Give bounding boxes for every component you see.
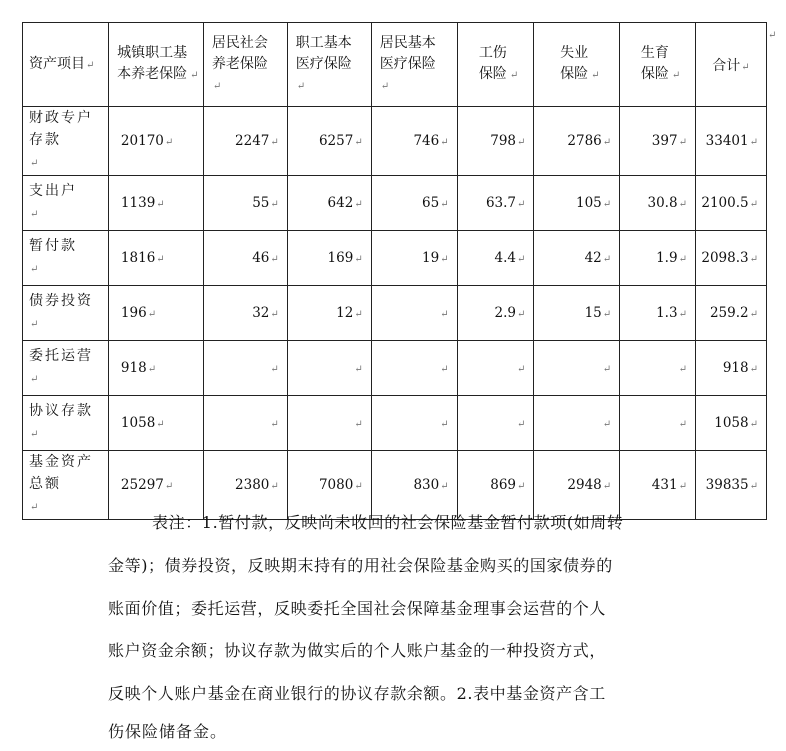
asset-table (22, 22, 767, 520)
table-cell: 39835↵ (695, 451, 766, 520)
header-asset-item: 资产项目↵ (23, 23, 109, 107)
table-cell: ↵ (371, 341, 457, 396)
note-line: 表注：1.暂付款，反映尚未收回的社会保险基金暂付款项(如周转 (152, 513, 624, 532)
table-cell: 1058↵ (108, 396, 203, 451)
table-cell: 2380↵ (203, 451, 287, 520)
table-cell: 25297↵ (108, 451, 203, 520)
table-cell: 63.7↵ (457, 176, 534, 231)
note-line: 金等)；债券投资，反映期末持有的用社会保险基金购买的国家债券的 (108, 556, 613, 575)
row-label: 财政专户存款↵ (23, 107, 109, 176)
table-cell: 397↵ (620, 107, 696, 176)
table-cell: 30.8↵ (620, 176, 696, 231)
table-cell: 15↵ (534, 286, 620, 341)
table-cell: 20170↵ (108, 107, 203, 176)
table-row (23, 286, 767, 341)
table-cell: 2247↵ (203, 107, 287, 176)
table-row (23, 396, 767, 451)
row-label: 协议存款↵ (23, 396, 109, 451)
table-cell: ↵ (620, 341, 696, 396)
header-resident-pension: 居民社会养老保险↵ (203, 23, 287, 107)
table-cell: 2098.3↵ (695, 231, 766, 286)
table-cell: ↵ (371, 286, 457, 341)
table-cell: 869↵ (457, 451, 534, 520)
table-row (23, 107, 767, 176)
table-cell: 2948↵ (534, 451, 620, 520)
header-unemployment-insurance: 失业保险 ↵ (534, 23, 620, 107)
table-cell: ↵ (620, 396, 696, 451)
table-cell: 830↵ (371, 451, 457, 520)
table-cell: 431↵ (620, 451, 696, 520)
table-cell: 6257↵ (287, 107, 371, 176)
table-cell: 1816↵ (108, 231, 203, 286)
table-cell: 42↵ (534, 231, 620, 286)
table-cell: 2.9↵ (457, 286, 534, 341)
header-total: 合计↵ (695, 23, 766, 107)
table-cell: 12↵ (287, 286, 371, 341)
table-header-row (23, 23, 767, 107)
table-cell: ↵ (534, 396, 620, 451)
note-line: 账面价值；委托运营，反映委托全国社会保障基金理事会运营的个人 (108, 599, 607, 618)
table-cell: 4.4↵ (457, 231, 534, 286)
row-end-mark: ↵ (768, 30, 777, 41)
table-cell: 259.2↵ (695, 286, 766, 341)
row-label: 委托运营↵ (23, 341, 109, 396)
note-line: 伤保险储备金。 (108, 722, 228, 741)
table-cell: 1139↵ (108, 176, 203, 231)
table-cell: ↵ (457, 396, 534, 451)
table-cell: 169↵ (287, 231, 371, 286)
row-label: 债券投资↵ (23, 286, 109, 341)
row-label: 支出户↵ (23, 176, 109, 231)
table-cell: 1.9↵ (620, 231, 696, 286)
table-cell: 105↵ (534, 176, 620, 231)
table-cell: 32↵ (203, 286, 287, 341)
header-resident-medical: 居民基本医疗保险↵ (371, 23, 457, 107)
table-cell: 196↵ (108, 286, 203, 341)
row-label: 基金资产总额↵ (23, 451, 109, 520)
table-cell: 1058↵ (695, 396, 766, 451)
table-row (23, 231, 767, 286)
table-cell: 1.3↵ (620, 286, 696, 341)
table-cell: 918↵ (695, 341, 766, 396)
header-injury-insurance: 工伤保险 ↵ (457, 23, 534, 107)
note-line: 反映个人账户基金在商业银行的协议存款余额。2.表中基金资产含工 (108, 684, 606, 703)
row-label: 暂付款↵ (23, 231, 109, 286)
table-cell: ↵ (457, 341, 534, 396)
table-cell: 746↵ (371, 107, 457, 176)
table-cell: 642↵ (287, 176, 371, 231)
table-cell: ↵ (287, 396, 371, 451)
table-cell: 46↵ (203, 231, 287, 286)
table-cell: 7080↵ (287, 451, 371, 520)
note-line: 账户资金余额；协议存款为做实后的个人账户基金的一种投资方式， (108, 641, 607, 660)
header-maternity-insurance: 生育保险 ↵ (620, 23, 696, 107)
table-cell: 33401↵ (695, 107, 766, 176)
table-cell: ↵ (203, 396, 287, 451)
table-cell: ↵ (371, 396, 457, 451)
table-row (23, 451, 767, 520)
table-cell: 19↵ (371, 231, 457, 286)
table-cell: ↵ (287, 341, 371, 396)
table-cell: 2786↵ (534, 107, 620, 176)
table-cell: 918↵ (108, 341, 203, 396)
table-cell: 798↵ (457, 107, 534, 176)
table-cell: 55↵ (203, 176, 287, 231)
header-employee-medical: 职工基本医疗保险↵ (287, 23, 371, 107)
table-row (23, 341, 767, 396)
header-urban-employee-pension: 城镇职工基本养老保险 ↵ (108, 23, 203, 107)
table-cell: 65↵ (371, 176, 457, 231)
table-cell: ↵ (203, 341, 287, 396)
table-cell: ↵ (534, 341, 620, 396)
table-row (23, 176, 767, 231)
table-cell: 2100.5↵ (695, 176, 766, 231)
